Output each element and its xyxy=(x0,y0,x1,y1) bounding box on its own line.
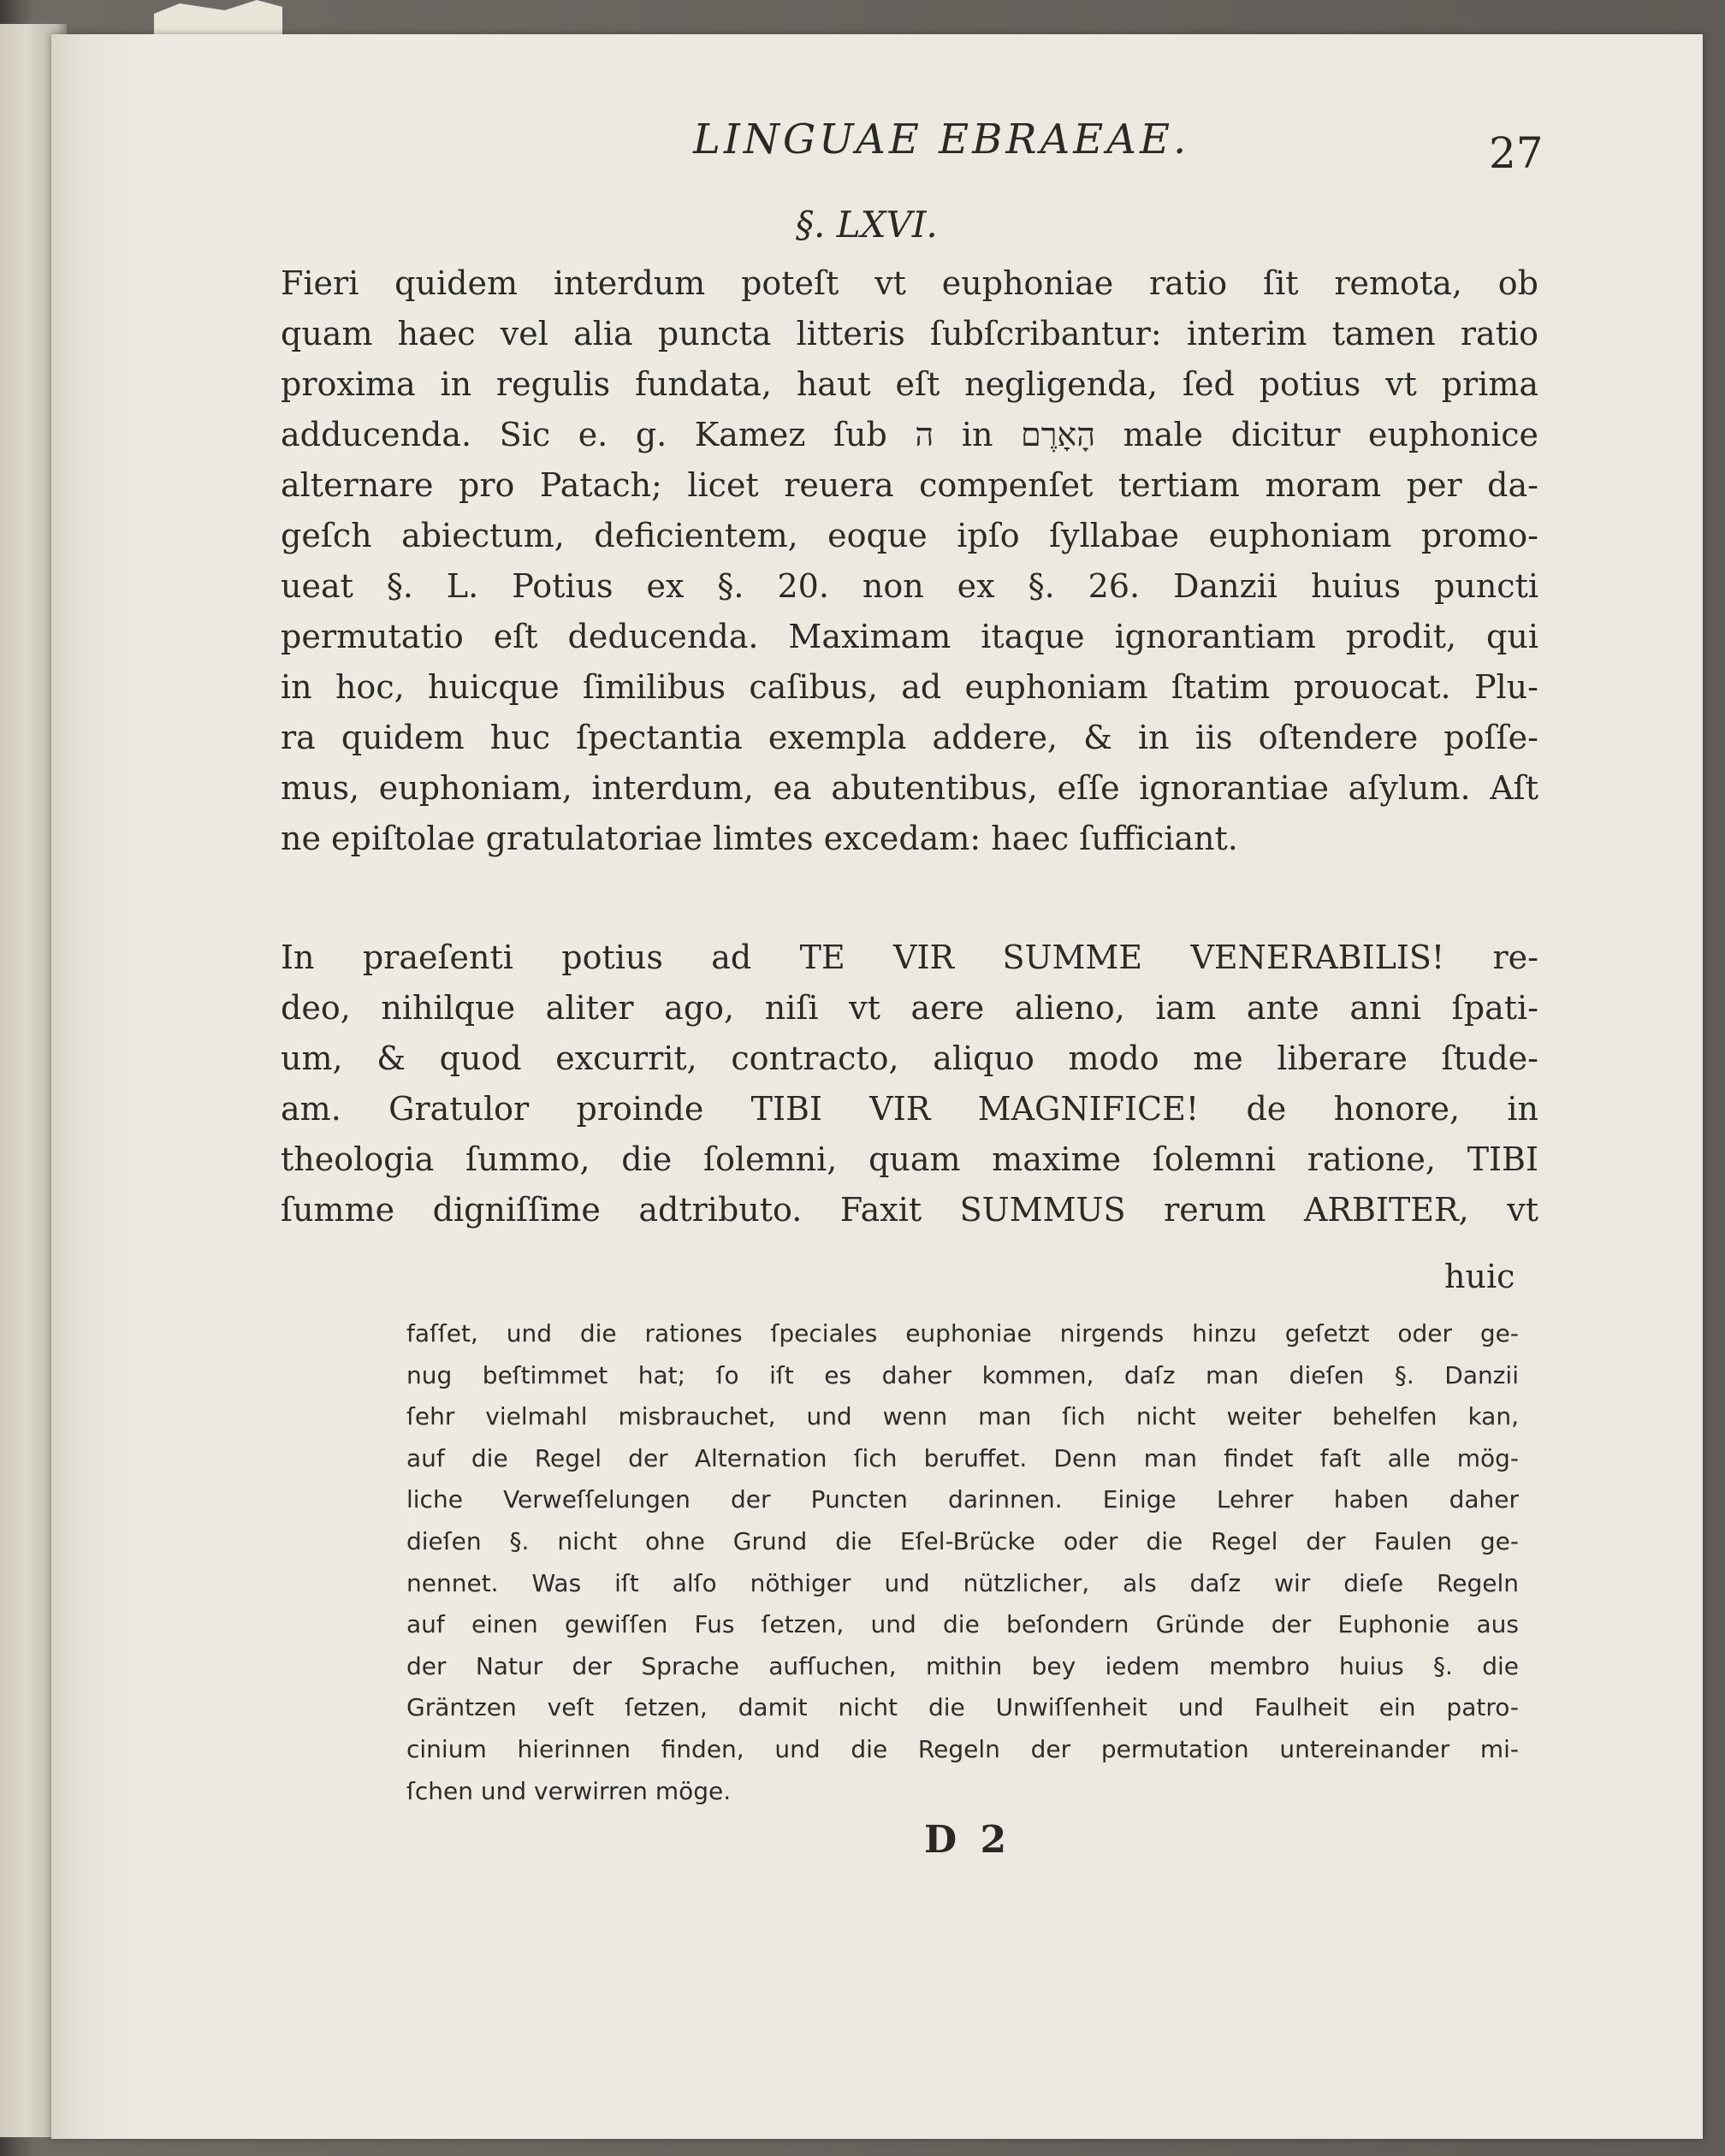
footnote-line: auf die Regel der Alternation ſich beruffet. Denn man findet faſt alle mög- xyxy=(406,1443,1519,1472)
text-line: ne epiſtolae gratulatoriae limtes excedam: haec ſufficiant. xyxy=(281,820,1238,857)
text-line: Fieri quidem interdum poteſt vt euphoniae ratio ſit remota, ob xyxy=(281,264,1538,302)
footnote xyxy=(406,1313,1519,1812)
section-heading: §. LXVI. xyxy=(796,204,938,246)
text-line: quam haec vel alia puncta litteris ſubſcribantur: interim tamen ratio xyxy=(281,315,1538,352)
page-number: 27 xyxy=(1489,128,1544,178)
text-line: alternare pro Patach; licet reuera compenſet tertiam moram per da- xyxy=(281,466,1538,504)
text-line: In praeſenti potius ad TE VIR SUMME VENERABILIS! re- xyxy=(281,939,1538,976)
footnote-line: liche Verweſſelungen der Puncten darinnen. Einige Lehrer haben daher xyxy=(406,1485,1519,1514)
text-line: um, & quod excurrit, contracto, aliquo modo me liberare ſtude- xyxy=(281,1040,1538,1077)
footnote-line: auf einen gewiſſen Fus ſetzen, und die beſondern Gründe der Euphonie aus xyxy=(406,1610,1519,1639)
text-line: ueat §. L. Potius ex §. 20. non ex §. 26. Danzii huius puncti xyxy=(281,567,1538,605)
text-line: permutatio eſt deducenda. Maximam itaque ignorantiam prodit, qui xyxy=(281,618,1538,655)
book-page xyxy=(51,34,1703,2139)
footnote-line: ſehr vielmahl misbrauchet, und wenn man ſich nicht weiter behelfen kan, xyxy=(406,1402,1519,1431)
text-line: mus, euphoniam, interdum, ea abutentibus, eſſe ignorantiae aſylum. Aſt xyxy=(281,769,1538,807)
signature-mark: D 2 xyxy=(924,1818,1012,1862)
footnote-line: faſſet, und die rationes ſpeciales euphoniae nirgends hinzu geſetzt oder ge- xyxy=(406,1319,1519,1348)
footnote-line: cinium hierinnen finden, und die Regeln der permutation untereinander mi- xyxy=(406,1734,1519,1763)
text-line: am. Gratulor proinde TIBI VIR MAGNIFICE! de honore, in xyxy=(281,1090,1538,1128)
paragraph-1 xyxy=(281,258,1538,864)
text-line: ra quidem huc ſpectantia exempla addere, & in iis oſtendere poſſe- xyxy=(281,719,1538,756)
text-line: in hoc, huicque ſimilibus caſibus, ad euphoniam ſtatim prouocat. Plu- xyxy=(281,668,1538,706)
footnote-line: nennet. Was iſt alſo nöthiger und nützlicher, als daſz wir dieſe Regeln xyxy=(406,1568,1519,1597)
text-line: geſch abiectum, deficientem, eoque ipſo ſyllabae euphoniam promo- xyxy=(281,517,1538,554)
text-line: theologia ſummo, die ſolemni, quam maxime ſolemni ratione, TIBI xyxy=(281,1140,1538,1178)
running-head: LINGUAE EBRAEAE. xyxy=(693,116,1190,163)
footnote-line: nug beſtimmet hat; ſo iſt es daher kommen, daſz man dieſen §. Danzii xyxy=(406,1360,1519,1389)
catchword: huic xyxy=(1444,1258,1515,1295)
text-line: ſumme digniſſime adtributo. Faxit SUMMUS rerum ARBITER, vt xyxy=(281,1191,1538,1229)
footnote-line: Gräntzen veſt ſetzen, damit nicht die Unwiſſenheit und Faulheit ein patro- xyxy=(406,1693,1519,1722)
footnote-line: dieſen §. nicht ohne Grund die Eſel-Brücke oder die Regel der Faulen ge- xyxy=(406,1526,1519,1555)
footnote-line: ſchen und verwirren möge. xyxy=(406,1776,732,1805)
footnote-line: der Natur der Sprache aufſuchen, mithin bey iedem membro huius §. die xyxy=(406,1651,1519,1680)
text-line: adducenda. Sic e. g. Kamez ſub ה in הָאָרֶם male dicitur euphonice xyxy=(281,416,1538,453)
text-line: proxima in regulis fundata, haut eſt negligenda, ſed potius vt prima xyxy=(281,365,1538,403)
text-line: deo, nihilque aliter ago, niſi vt aere alieno, iam ante anni ſpati- xyxy=(281,989,1538,1027)
paragraph-2 xyxy=(281,933,1538,1235)
